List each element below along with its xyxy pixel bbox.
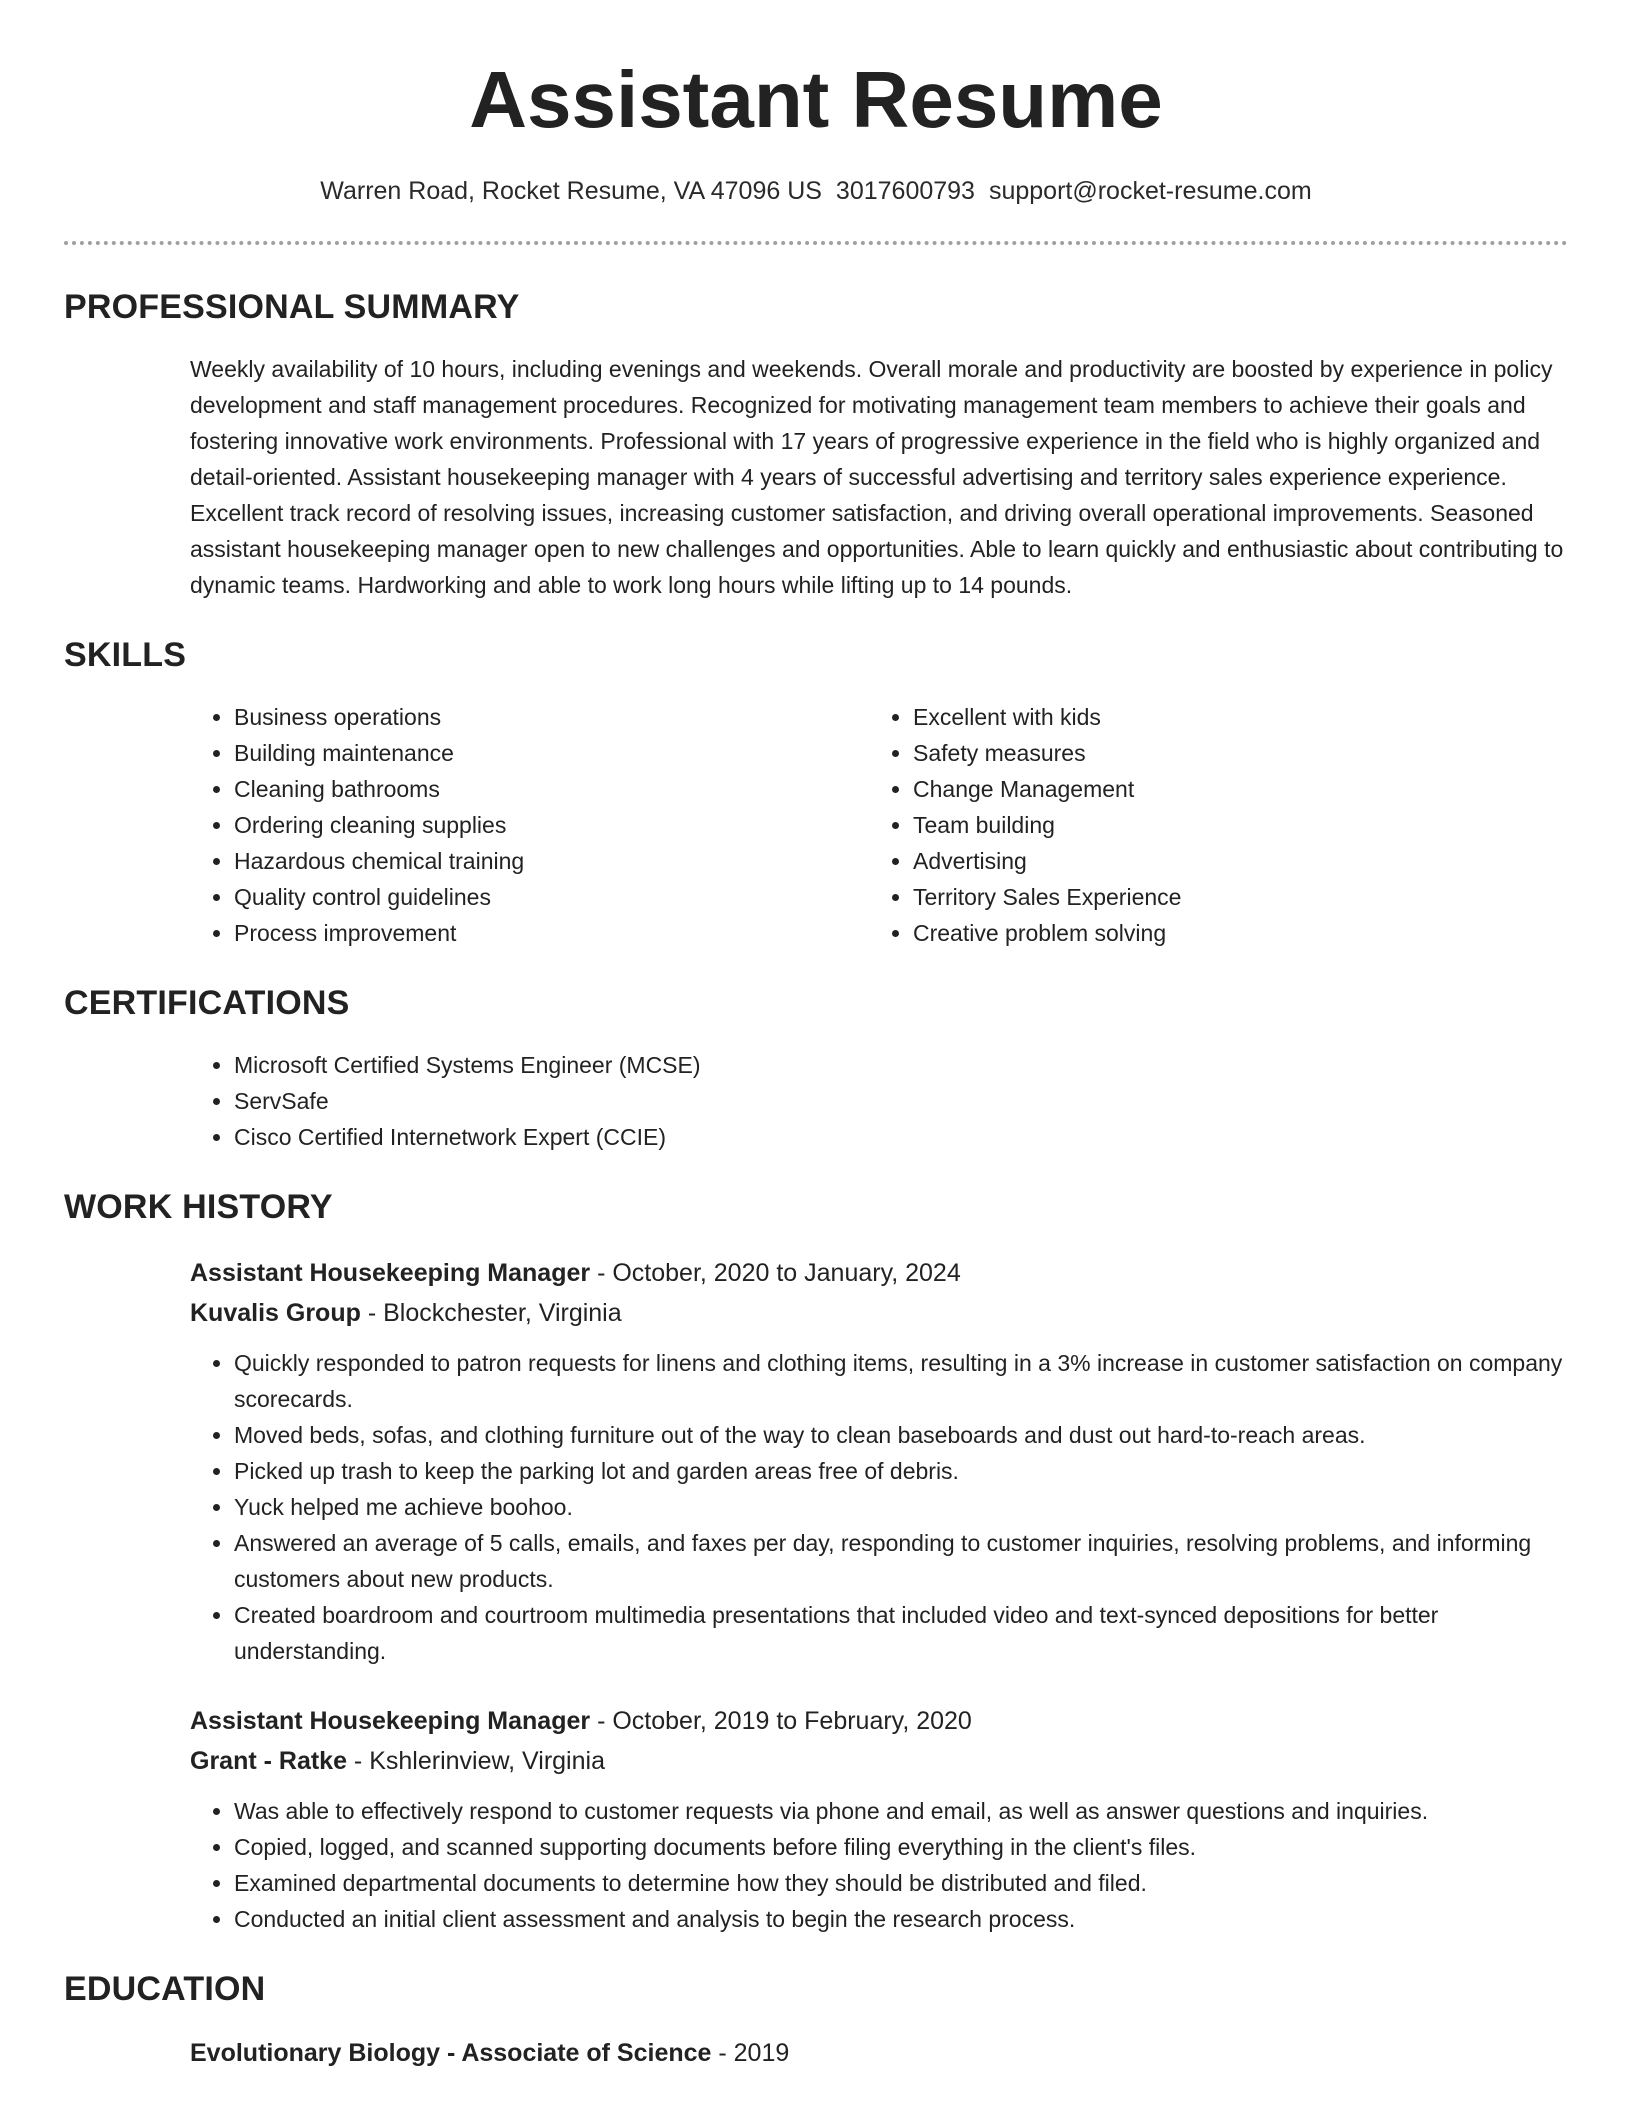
skill-item: • Territory Sales Experience <box>913 879 1548 915</box>
job-company: Grant - Ratke <box>190 1747 347 1775</box>
summary-heading: PROFESSIONAL SUMMARY <box>64 288 520 326</box>
skill-item: • Process improvement <box>234 915 869 951</box>
job-role: Assistant Housekeeping Manager <box>190 1707 591 1735</box>
skill-item: • Hazardous chemical training <box>234 843 869 879</box>
skills-column-right <box>869 699 1548 951</box>
job-bullet: • Conducted an initial client assessment and analysis to begin the research process. <box>234 1901 1568 1937</box>
contact-address: Warren Road, Rocket Resume, VA 47096 US <box>320 177 822 205</box>
job-location: - Blockchester, Virginia <box>360 1299 622 1327</box>
job-bullet: • Answered an average of 5 calls, emails, and faxes per day, responding to customer inquiries, resolving problems, and informing customers about new products. <box>234 1525 1568 1597</box>
skill-item: • Excellent with kids <box>913 699 1548 735</box>
job-bullet: • Quickly responded to patron requests for linens and clothing items, resulting in a 3% increase in customer satisfaction on company scorecards. <box>234 1345 1568 1417</box>
job-company-line <box>190 1741 1568 1781</box>
work-history-heading: WORK HISTORY <box>64 1188 333 1226</box>
job-bullet: • Copied, logged, and scanned supporting documents before filing everything in the client's files. <box>234 1829 1568 1865</box>
header-divider <box>64 241 1568 245</box>
job-bullet: • Was able to effectively respond to customer requests via phone and email, as well as answer questions and inquiries. <box>234 1793 1568 1829</box>
contact-email[interactable]: support@rocket-resume.com <box>988 177 1312 205</box>
certification-item: • Microsoft Certified Systems Engineer (MCSE) <box>234 1047 1568 1083</box>
work-history-section <box>64 1187 1568 1937</box>
education-entry <box>190 2033 1568 2073</box>
job-company: Kuvalis Group <box>190 1299 361 1327</box>
job-bullet: • Created boardroom and courtroom multimedia presentations that included video and text-synced depositions for better understanding. <box>234 1597 1568 1669</box>
job-entry <box>190 1701 1568 1937</box>
skill-item: • Business operations <box>234 699 869 735</box>
skill-item: • Creative problem solving <box>913 915 1548 951</box>
skill-item: • Team building <box>913 807 1548 843</box>
certification-item: • ServSafe <box>234 1083 1568 1119</box>
certifications-heading: CERTIFICATIONS <box>64 984 350 1022</box>
education-year: - 2019 <box>711 2039 790 2067</box>
summary-text: Weekly availability of 10 hours, including evenings and weekends. Overall morale and productivity are boosted by experience in policy development and staff management procedures. Recognized for motivating management team members to achieve their goals and fostering innovative work environments. Professional with 17 years of progressive experience in the field who is highly organized and detail-oriented. Assistant housekeeping manager with 4 years of successful advertising and territory sales experience experience. Excellent track record of resolving issues, increasing customer satisfaction, and driving overall operational improvements. Seasoned assistant housekeeping manager open to new challenges and opportunities. Able to learn quickly and enthusiastic about contributing to dynamic teams. Hardworking and able to work long hours while lifting up to 14 pounds. <box>190 356 1564 598</box>
skill-item: • Cleaning bathrooms <box>234 771 869 807</box>
job-bullet: • Yuck helped me achieve boohoo. <box>234 1489 1568 1525</box>
skill-item: • Change Management <box>913 771 1548 807</box>
job-bullet: • Moved beds, sofas, and clothing furniture out of the way to clean baseboards and dust out hard-to-reach areas. <box>234 1417 1568 1453</box>
education-degree: Evolutionary Biology - Associate of Science <box>190 2039 712 2067</box>
job-dates: - October, 2019 to February, 2020 <box>590 1707 972 1735</box>
resume-name: Assistant Resume <box>469 55 1163 144</box>
job-company-line <box>190 1293 1568 1333</box>
skill-item: • Safety measures <box>913 735 1548 771</box>
skill-item: • Building maintenance <box>234 735 869 771</box>
job-location: - Kshlerinview, Virginia <box>346 1747 605 1775</box>
job-role: Assistant Housekeeping Manager <box>190 1259 591 1287</box>
skills-heading: SKILLS <box>64 636 187 674</box>
skills-column-left <box>190 699 869 951</box>
job-bullet: • Picked up trash to keep the parking lot and garden areas free of debris. <box>234 1453 1568 1489</box>
skill-item: • Advertising <box>913 843 1548 879</box>
contact-phone: 3017600793 <box>835 177 975 205</box>
education-section <box>64 1969 1568 2073</box>
skill-item: • Quality control guidelines <box>234 879 869 915</box>
summary-section <box>64 287 1568 603</box>
certifications-section <box>64 983 1568 1155</box>
job-bullet: • Examined departmental documents to determine how they should be distributed and filed. <box>234 1865 1568 1901</box>
job-title-line <box>190 1701 1568 1741</box>
job-title-line <box>190 1253 1568 1293</box>
contact-line <box>64 175 1568 207</box>
certification-item: • Cisco Certified Internetwork Expert (CCIE) <box>234 1119 1568 1155</box>
job-entry <box>190 1253 1568 1669</box>
skill-item: • Ordering cleaning supplies <box>234 807 869 843</box>
education-heading: EDUCATION <box>64 1970 266 2008</box>
job-dates: - October, 2020 to January, 2024 <box>590 1259 961 1287</box>
resume-page <box>64 0 1568 2073</box>
skills-columns <box>190 699 1568 951</box>
skills-section <box>64 635 1568 951</box>
